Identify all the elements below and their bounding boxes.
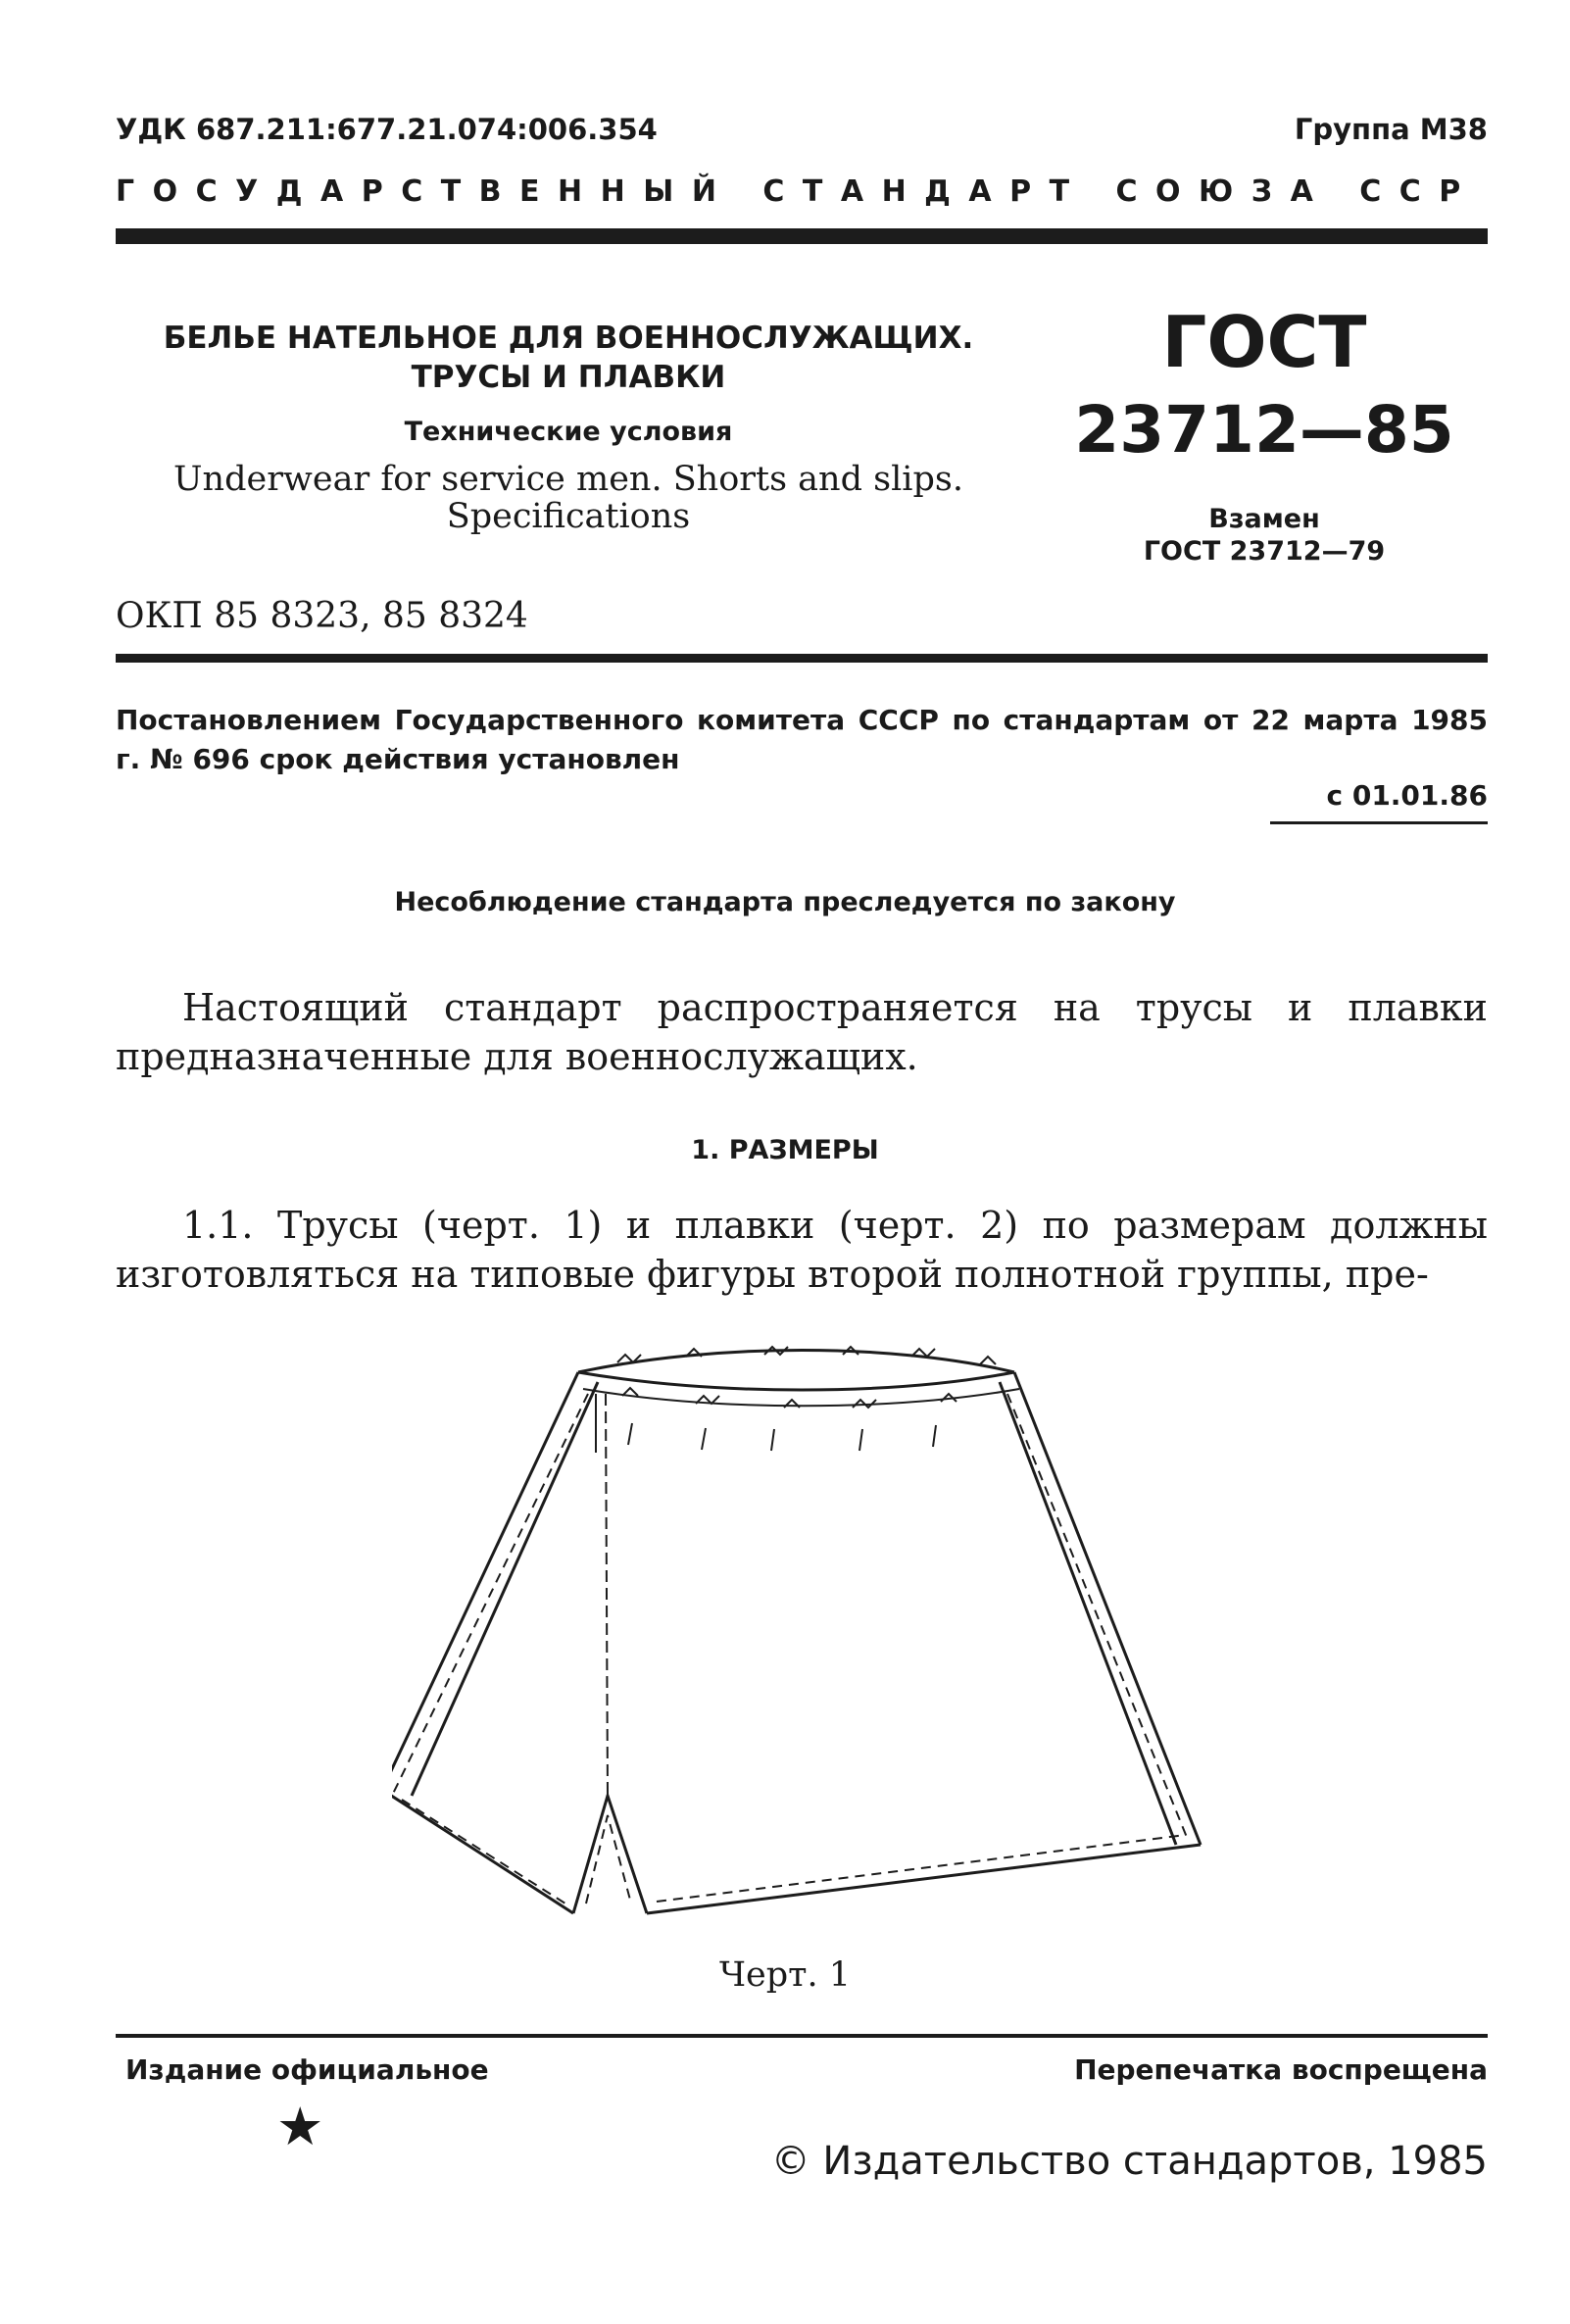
right-inner-stitch: [1007, 1394, 1188, 1840]
waistband-stitch: [583, 1389, 1019, 1406]
section-title: 1. РАЗМЕРЫ: [691, 1135, 879, 1165]
gost-block: [1058, 302, 1470, 569]
title-english-1: Underwear for service men. Shorts and slips.: [173, 460, 963, 499]
star-icon: ★: [276, 2096, 324, 2157]
left-outer-seam: [392, 1372, 578, 1790]
title-subtitle: Технические условия: [404, 417, 733, 447]
pleat-marks: [628, 1423, 936, 1451]
decree-text: Постановлением Государственного комитета СССР по стандартам от 22 марта 1985 г. № 696 срок действия установлен: [116, 704, 1488, 775]
effective-date-underline: [1270, 821, 1488, 824]
intro-paragraph: Настоящий стандарт распространяется на трусы и плавки предназначенные для военнослужащих.: [116, 986, 1488, 1078]
effective-date: с 01.01.86: [1326, 779, 1488, 812]
shorts-drawing-icon: [392, 1335, 1215, 1933]
divider-rule: [116, 654, 1488, 663]
waistband-top: [578, 1351, 1014, 1373]
figure-caption: Черт. 1: [718, 1955, 852, 1995]
right-hem: [647, 1845, 1201, 1913]
state-standard-banner: ГОСУДАРСТВЕННЫЙ СТАНДАРТ СОЮЗА ССР: [116, 174, 1479, 209]
reprint-label: Перепечатка воспрещена: [1074, 2053, 1488, 2086]
udk-code: УДК 687.211:677.21.074:006.354: [116, 113, 658, 146]
gost-number: 23712—85: [1074, 392, 1454, 468]
left-hem-stitch: [402, 1800, 568, 1905]
right-hem-stitch: [657, 1835, 1186, 1902]
title-line-1: БЕЛЬЕ НАТЕЛЬНОЕ ДЛЯ ВОЕННОСЛУЖАЩИХ.: [163, 321, 974, 356]
waistband-bottom: [578, 1372, 1014, 1390]
title-block: [137, 319, 1000, 535]
gost-word: ГОСТ: [1161, 301, 1367, 383]
okp-code: ОКП 85 8323, 85 8324: [116, 596, 528, 636]
center-seam: [606, 1394, 608, 1796]
replace-gost: ГОСТ 23712—79: [1143, 536, 1386, 567]
title-line-2: ТРУСЫ И ПЛАВКИ: [411, 360, 726, 395]
right-outer-seam: [1014, 1372, 1201, 1845]
publisher-label: © Издательство стандартов, 1985: [770, 2139, 1488, 2184]
right-stripe: [1000, 1382, 1176, 1845]
law-notice: Несоблюдение стандарта преследуется по закону: [394, 887, 1176, 917]
header-band: [116, 228, 1488, 244]
left-inner-stitch: [392, 1394, 588, 1796]
paragraph-1-1: 1.1. Трусы (черт. 1) и плавки (черт. 2) по размерам должны изготовляться на типовые фигуры второй полнотной группы, пре-: [116, 1204, 1488, 1296]
crotch-stitch: [586, 1815, 631, 1904]
title-english-2: Specifications: [446, 497, 691, 536]
replace-label: Взамен: [1208, 504, 1320, 534]
left-stripe: [412, 1382, 598, 1796]
footer-rule: [116, 2034, 1488, 2038]
crotch: [573, 1796, 647, 1913]
group-code: Группа М38: [1294, 113, 1488, 146]
left-hem: [392, 1790, 573, 1913]
edition-label: Издание официальное: [125, 2053, 489, 2086]
